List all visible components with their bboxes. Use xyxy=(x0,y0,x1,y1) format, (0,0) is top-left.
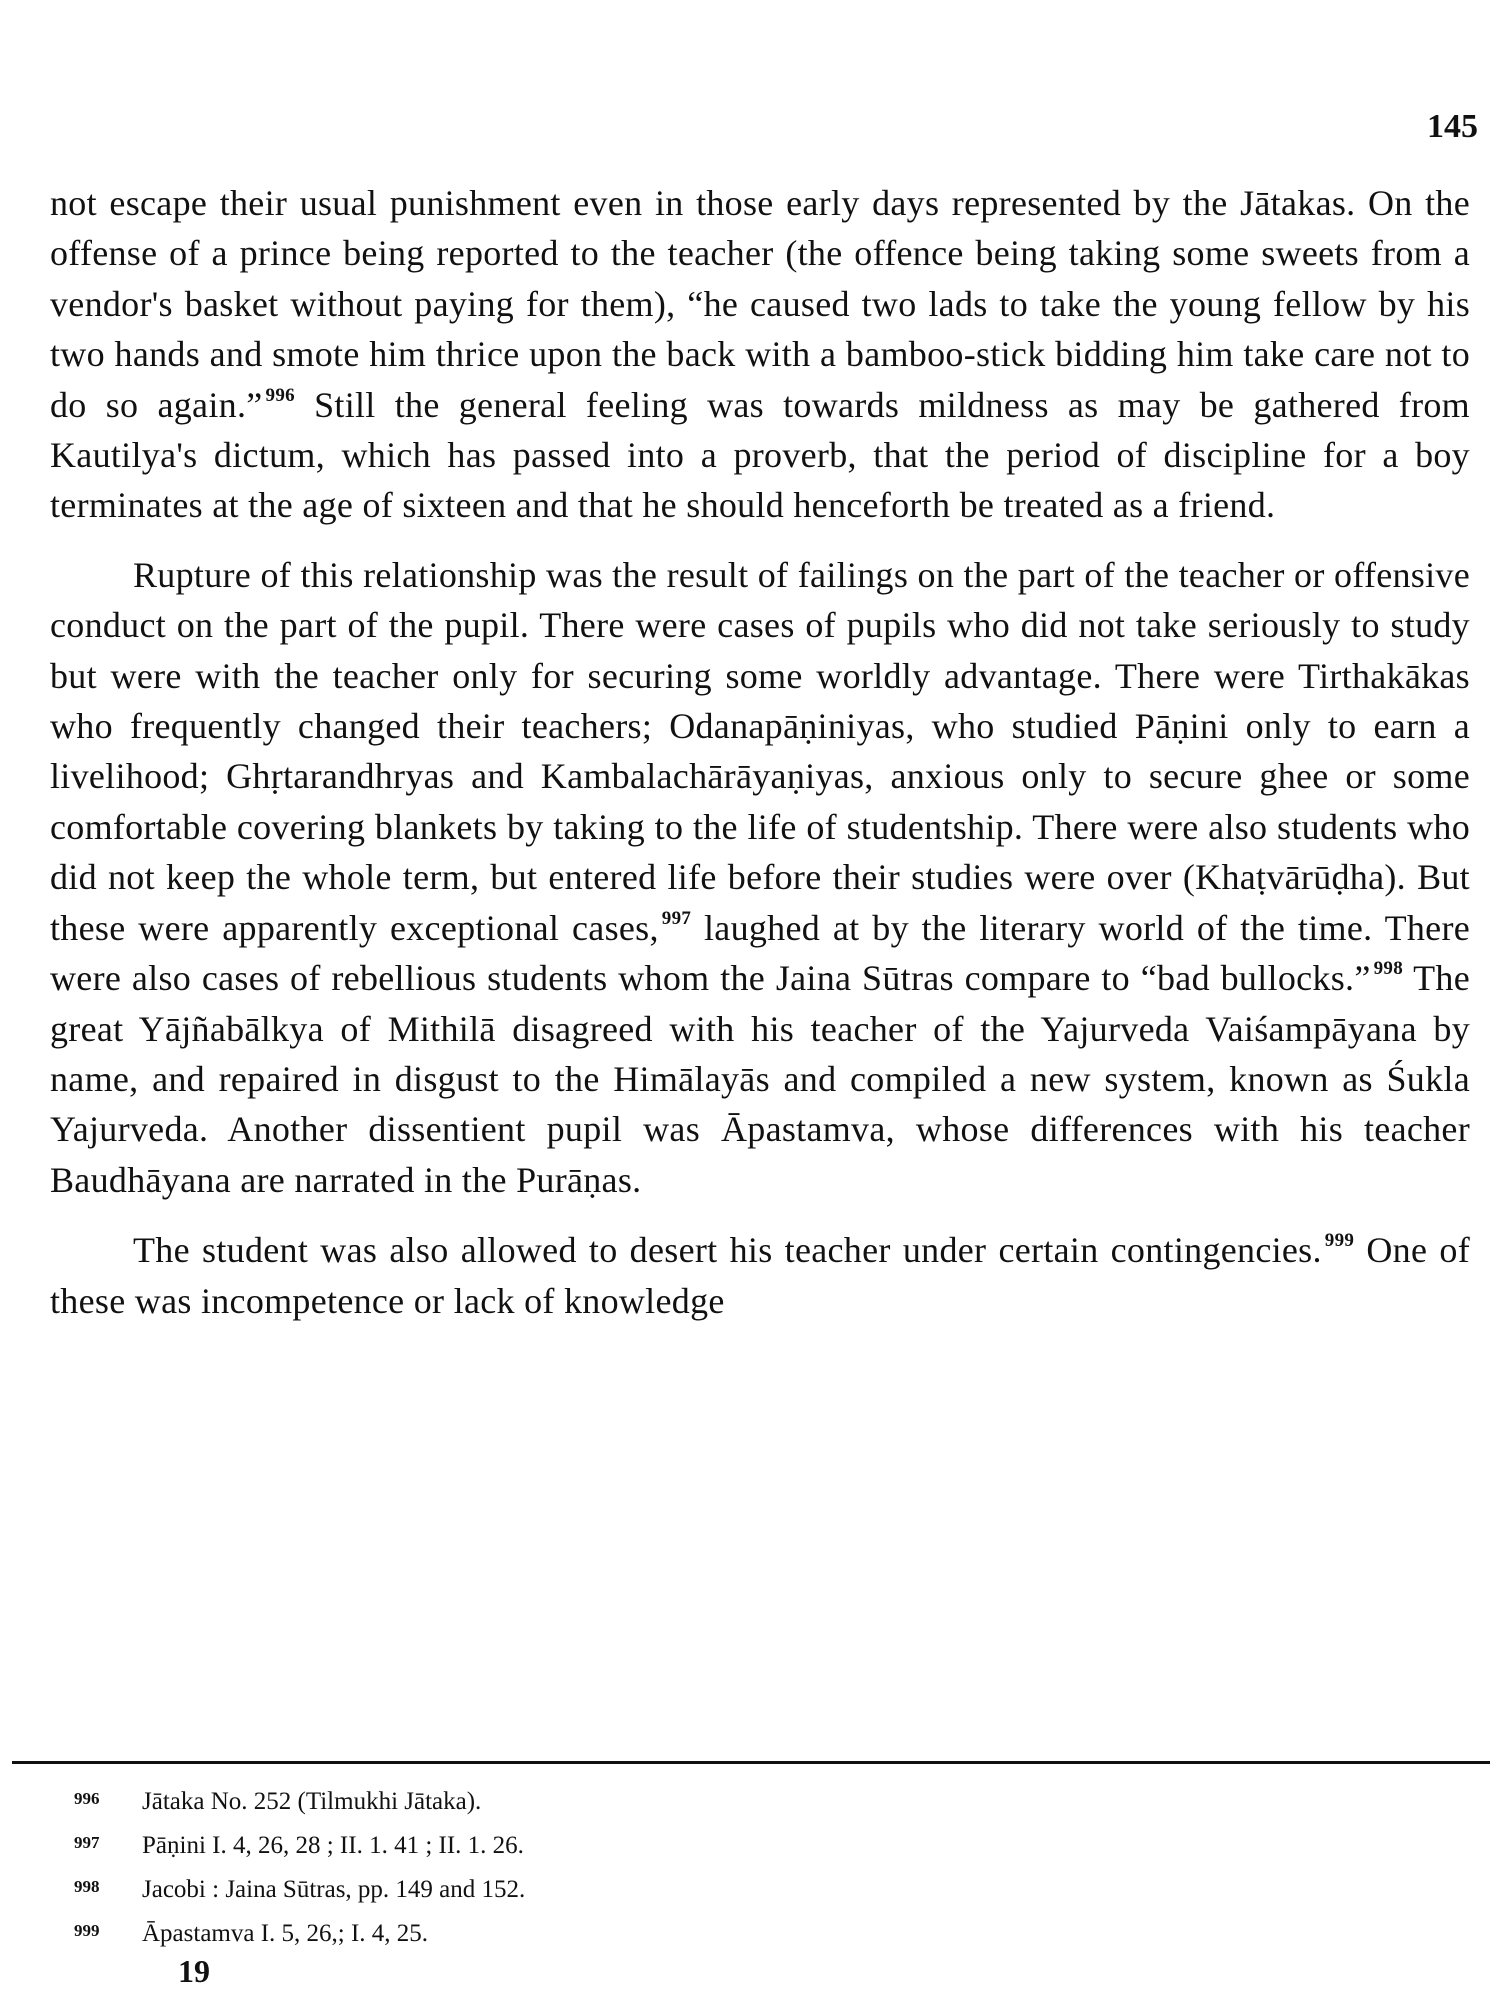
footnote-mark: 996 xyxy=(74,1789,100,1808)
paragraph-3-text: The student was also allowed to desert his teacher under certain contingencies. xyxy=(133,1230,1322,1271)
footnotes-list xyxy=(74,1778,1374,1954)
footnote-text: Āpastamva I. 5, 26,; I. 4, 25. xyxy=(142,1920,429,1947)
paragraph-2 xyxy=(50,550,1470,1205)
paragraph-2-text-end: The great Yājñabālkya of Mithilā disagreed with his teacher of the Yajurveda Vaiśampāyana by name, and repaired in disgust to the Himālayās and compiled a new system, known as Śukla Yajurveda. Another dissentient pupil was Āpastamva, whose differences with his teacher Baudhāyana are narrated in the Purāṇas. xyxy=(50,958,1470,1200)
footnote-ref-997: 997 xyxy=(661,907,692,929)
footnote-text: Pāṇini I. 4, 26, 28 ; II. 1. 41 ; II. 1. 26. xyxy=(142,1832,524,1859)
footnote-ref-999: 999 xyxy=(1324,1230,1355,1252)
footnote-mark: 999 xyxy=(74,1921,100,1940)
paragraph-1 xyxy=(50,178,1470,531)
footnote-item xyxy=(74,1866,1374,1910)
paragraph-2-text: Rupture of this relationship was the result of failings on the part of the teacher or offensive conduct on the part of the pupil. There were cases of pupils who did not take seriously to study but were with the teacher only for securing some worldly advantage. There were Tirthakākas who frequently changed their teachers; Odanapāṇiniyas, who studied Pāṇini only to earn a livelihood; Ghṛtarandhryas and Kambalachārāyaṇiyas, anxious only to secure ghee or some comfortable covering blankets by taking to the life of studentship. There were also students who did not keep the whole term, but entered life before their studies were over (Khaṭvārūḍha). But these were apparently exceptional cases, xyxy=(50,554,1470,948)
paragraph-3 xyxy=(50,1225,1470,1326)
signature-number: 19 xyxy=(178,1953,210,1989)
paragraph-3-text-continued: One of these was incompetence or lack of knowledge xyxy=(50,1230,1470,1321)
paragraph-2-text-continued: laughed at by the literary world of the time. There were also cases of rebellious students whom the Jaina Sūtras compare to “bad bullocks.” xyxy=(50,907,1471,999)
footnote-divider xyxy=(12,1761,1490,1764)
paragraph-1-text: not escape their usual punishment even in those early days represented by the Jātakas. On the offense of a prince being reported to the teacher (the offence being taking some sweets from a vendor's basket without paying for them), “he caused two lads to take the young fellow by his two hands and smote him thrice upon the back with a bamboo-stick bidding him take care not to do so again.” xyxy=(50,183,1470,425)
footnote-item xyxy=(74,1910,1374,1954)
footnote-item xyxy=(74,1778,1374,1822)
paragraph-1-text-continued: Still the general feeling was towards mildness as may be gathered from Kautilya's dictum, which has passed into a proverb, that the period of discipline for a boy terminates at the age of sixteen and that he should henceforth be treated as a friend. xyxy=(50,384,1470,526)
body-text xyxy=(50,178,1470,1346)
footnote-item xyxy=(74,1822,1374,1866)
footnote-text: Jacobi : Jaina Sūtras, pp. 149 and 152. xyxy=(142,1876,526,1903)
footnote-mark: 997 xyxy=(74,1833,100,1852)
footnote-ref-996: 996 xyxy=(265,384,295,406)
footnote-ref-998: 998 xyxy=(1373,958,1404,980)
footnote-mark: 998 xyxy=(74,1877,100,1896)
footnote-text: Jātaka No. 252 (Tilmukhi Jātaka). xyxy=(142,1788,482,1815)
page-number: 145 xyxy=(1427,108,1478,145)
